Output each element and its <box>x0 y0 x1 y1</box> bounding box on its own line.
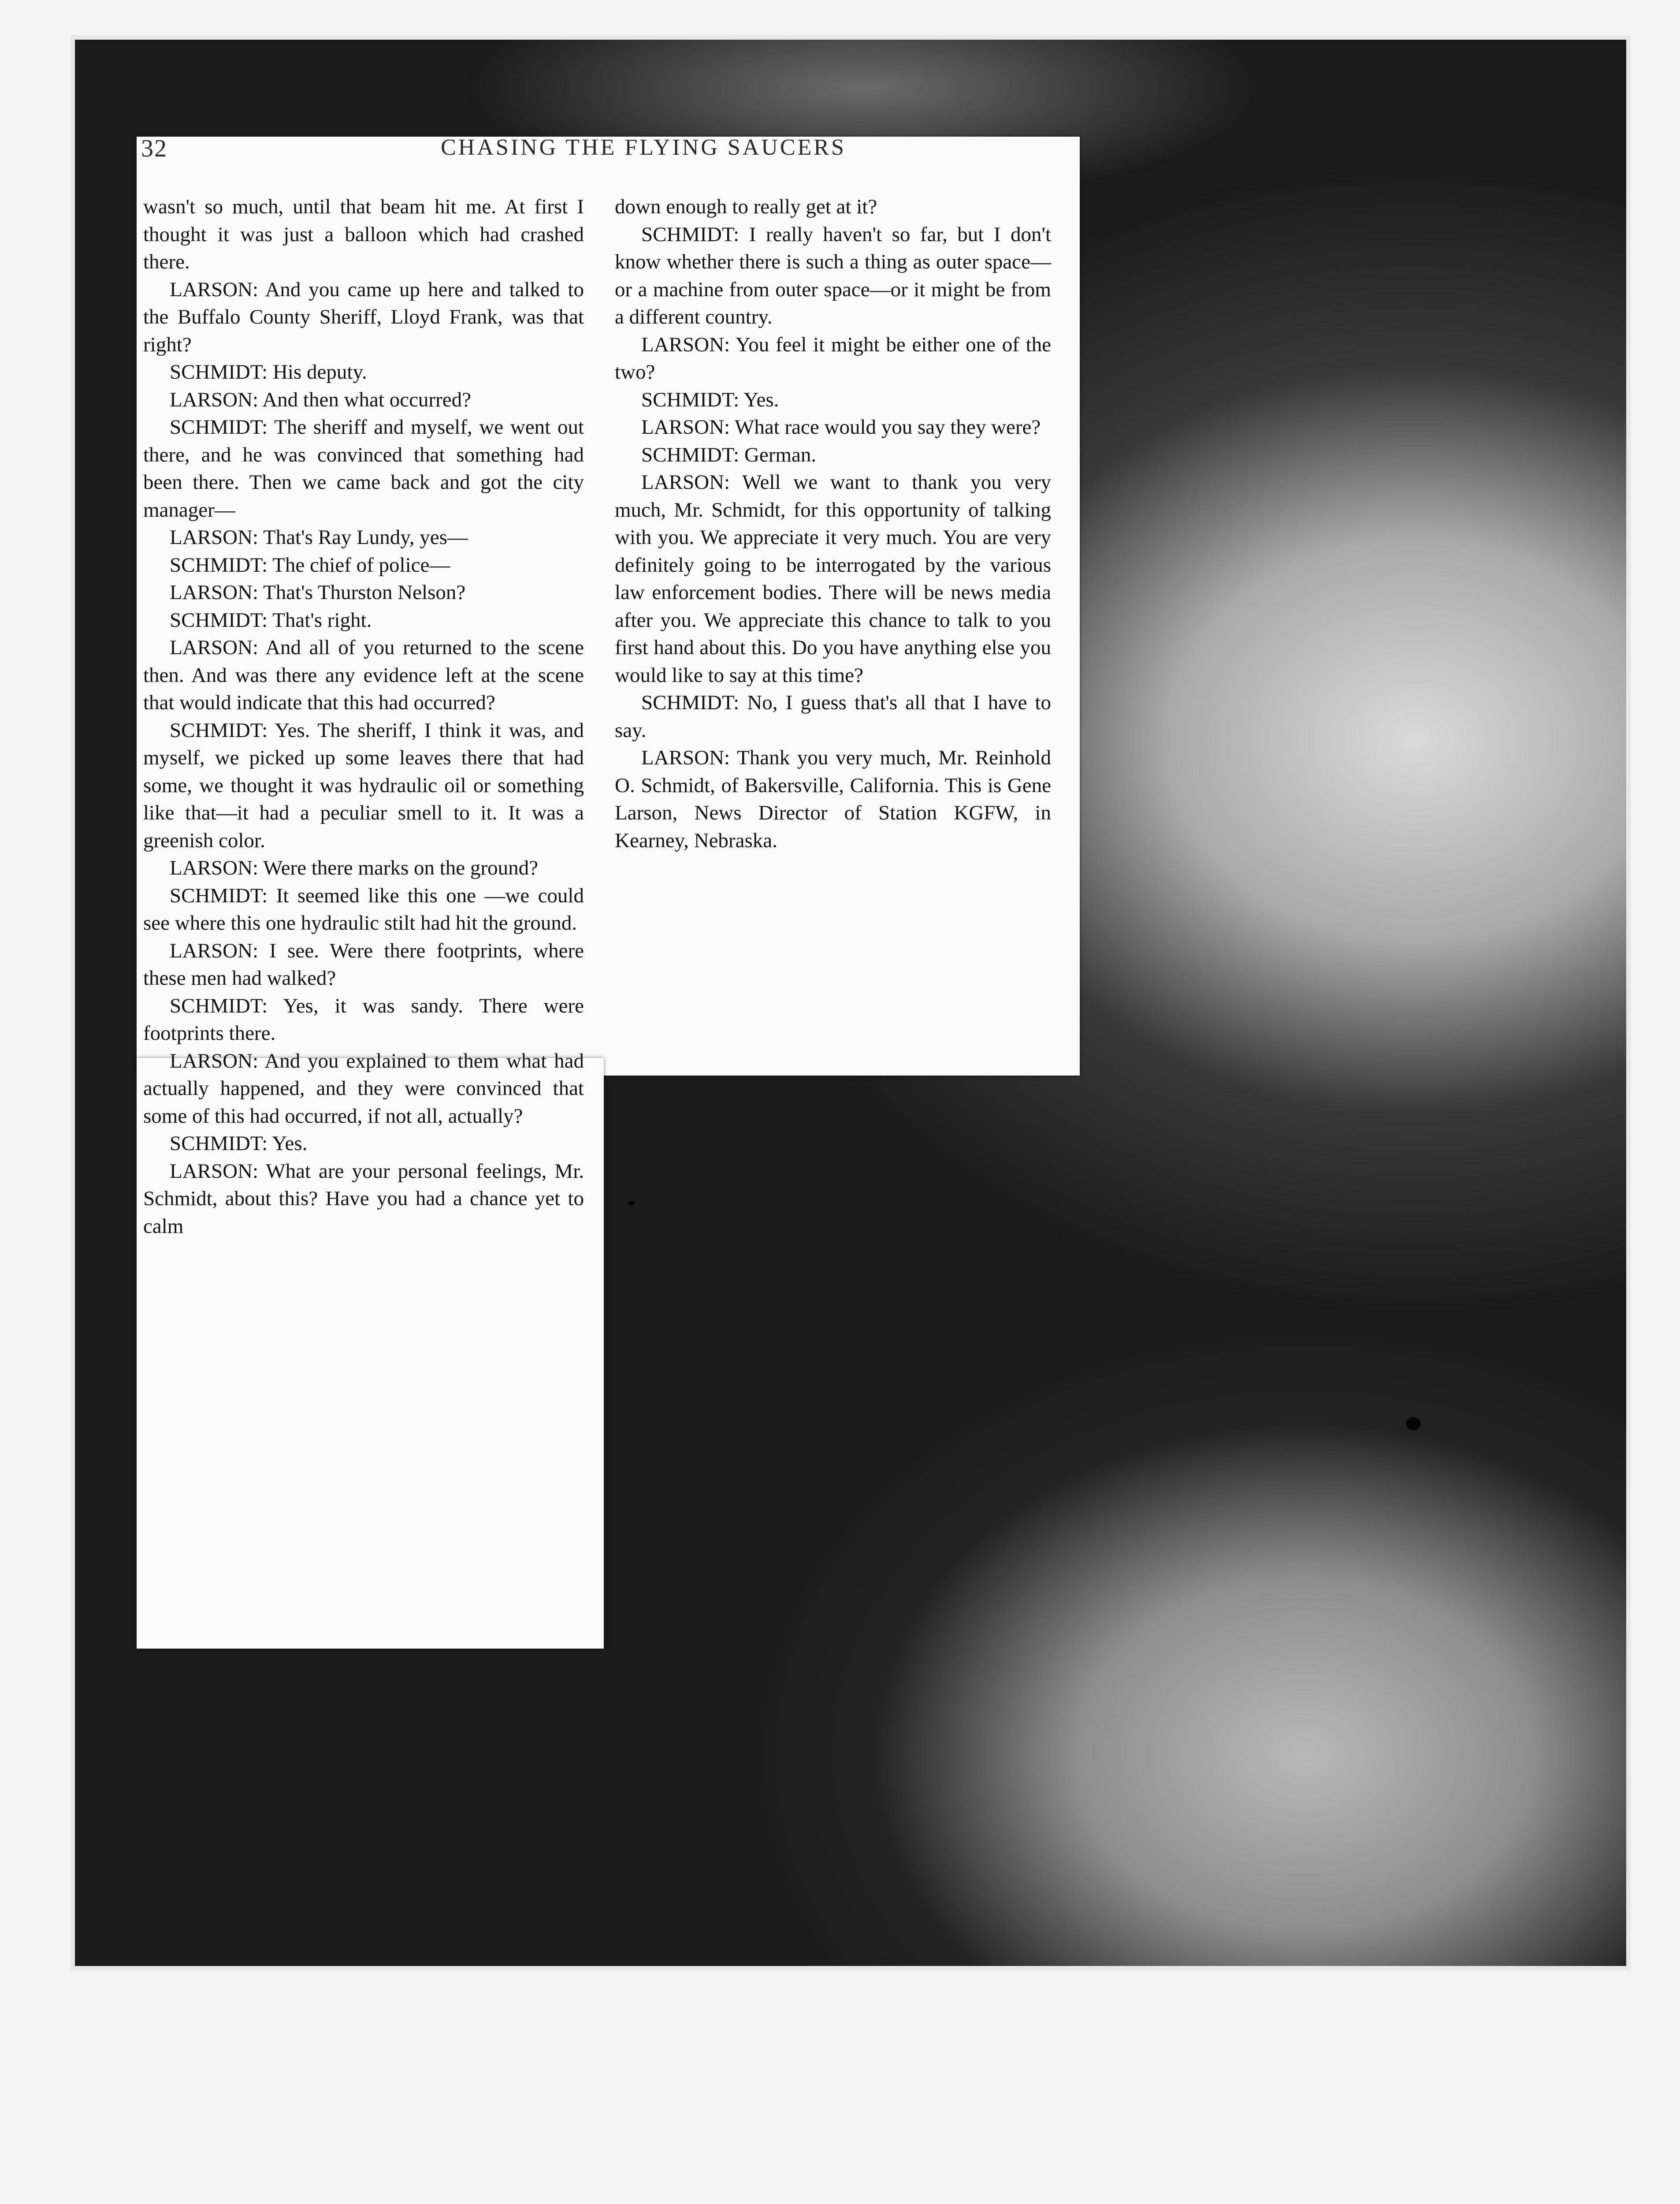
paragraph: LARSON: I see. Were there footprints, where these men had walked? <box>143 939 584 990</box>
paragraph: SCHMIDT: Yes, it was sandy. There were footprints there. <box>143 994 584 1045</box>
paragraph: SCHMIDT: Yes. <box>170 1132 308 1155</box>
paragraph: LARSON: That's Ray Lundy, yes— <box>170 526 468 549</box>
paragraph: SCHMIDT: No, I guess that's all that I have to say. <box>615 691 1051 742</box>
paragraph: SCHMIDT: His deputy. <box>170 361 367 383</box>
right-text-column <box>615 193 1051 854</box>
paragraph: SCHMIDT: I really haven't so far, but I don't know whether there is such a thing as outer space—or a machine from outer space—or it might be from a different country. <box>615 223 1051 328</box>
paragraph: LARSON: And you explained to them what had actually happened, and they were convinced that some of this had occurred, if not all, actually? <box>143 1049 584 1128</box>
scan-speck <box>1406 1417 1421 1430</box>
paragraph: LARSON: What race would you say they were? <box>641 416 1041 439</box>
paragraph: LARSON: And then what occurred? <box>170 388 471 411</box>
paragraph: LARSON: What are your personal feelings, Mr. Schmidt, about this? Have you had a chance yet to calm <box>143 1159 584 1238</box>
paragraph: SCHMIDT: Yes. <box>641 388 779 411</box>
paragraph: down enough to really get at it? <box>615 195 877 218</box>
paragraph: LARSON: And all of you returned to the scene then. And was there any evidence left at the scene that would indicate that this had occurred? <box>143 636 584 714</box>
paragraph: LARSON: Thank you very much, Mr. Reinhold O. Schmidt, of Bakersville, California. This is Gene Larson, News Director of Station KGFW, in Kearney, Nebraska. <box>615 746 1051 852</box>
paragraph: LARSON: Were there marks on the ground? <box>170 856 538 879</box>
paragraph: SCHMIDT: German. <box>641 443 817 466</box>
paragraph: LARSON: That's Thurston Nelson? <box>170 581 466 604</box>
scan-speck <box>628 1201 635 1206</box>
paragraph: SCHMIDT: That's right. <box>170 608 372 632</box>
paragraph: SCHMIDT: The sheriff and myself, we went out there, and he was convinced that something had been there. Then we came back and got the city manager— <box>143 416 584 521</box>
paragraph: SCHMIDT: Yes. The sheriff, I think it was, and myself, we picked up some leaves there that had some, we thought it was hydraulic oil or something like that—it had a peculiar smell to it. It was a greenish color. <box>143 719 584 852</box>
paragraph: LARSON: Well we want to thank you very much, Mr. Schmidt, for this opportunity of talking with you. We appreciate it very much. You are very definitely going to be interrogated by the various law enforcement bodies. There will be news media after you. We appreciate this chance to talk to you first hand about this. Do you have anything else you would like to say at this time? <box>615 471 1051 687</box>
paragraph: SCHMIDT: It seemed like this one —we could see where this one hydraulic stilt had hit the ground. <box>143 884 584 934</box>
running-head: CHASING THE FLYING SAUCERS <box>441 135 846 160</box>
paragraph: SCHMIDT: The chief of police— <box>170 553 450 577</box>
paragraph: LARSON: You feel it might be either one of the two? <box>615 333 1051 383</box>
paragraph: LARSON: And you came up here and talked to the Buffalo County Sheriff, Lloyd Frank, was that right? <box>143 278 584 356</box>
paragraph: wasn't so much, until that beam hit me. At first I thought it was just a balloon which had crashed there. <box>143 195 584 273</box>
page-number: 32 <box>141 135 167 162</box>
left-text-column <box>143 193 584 1240</box>
